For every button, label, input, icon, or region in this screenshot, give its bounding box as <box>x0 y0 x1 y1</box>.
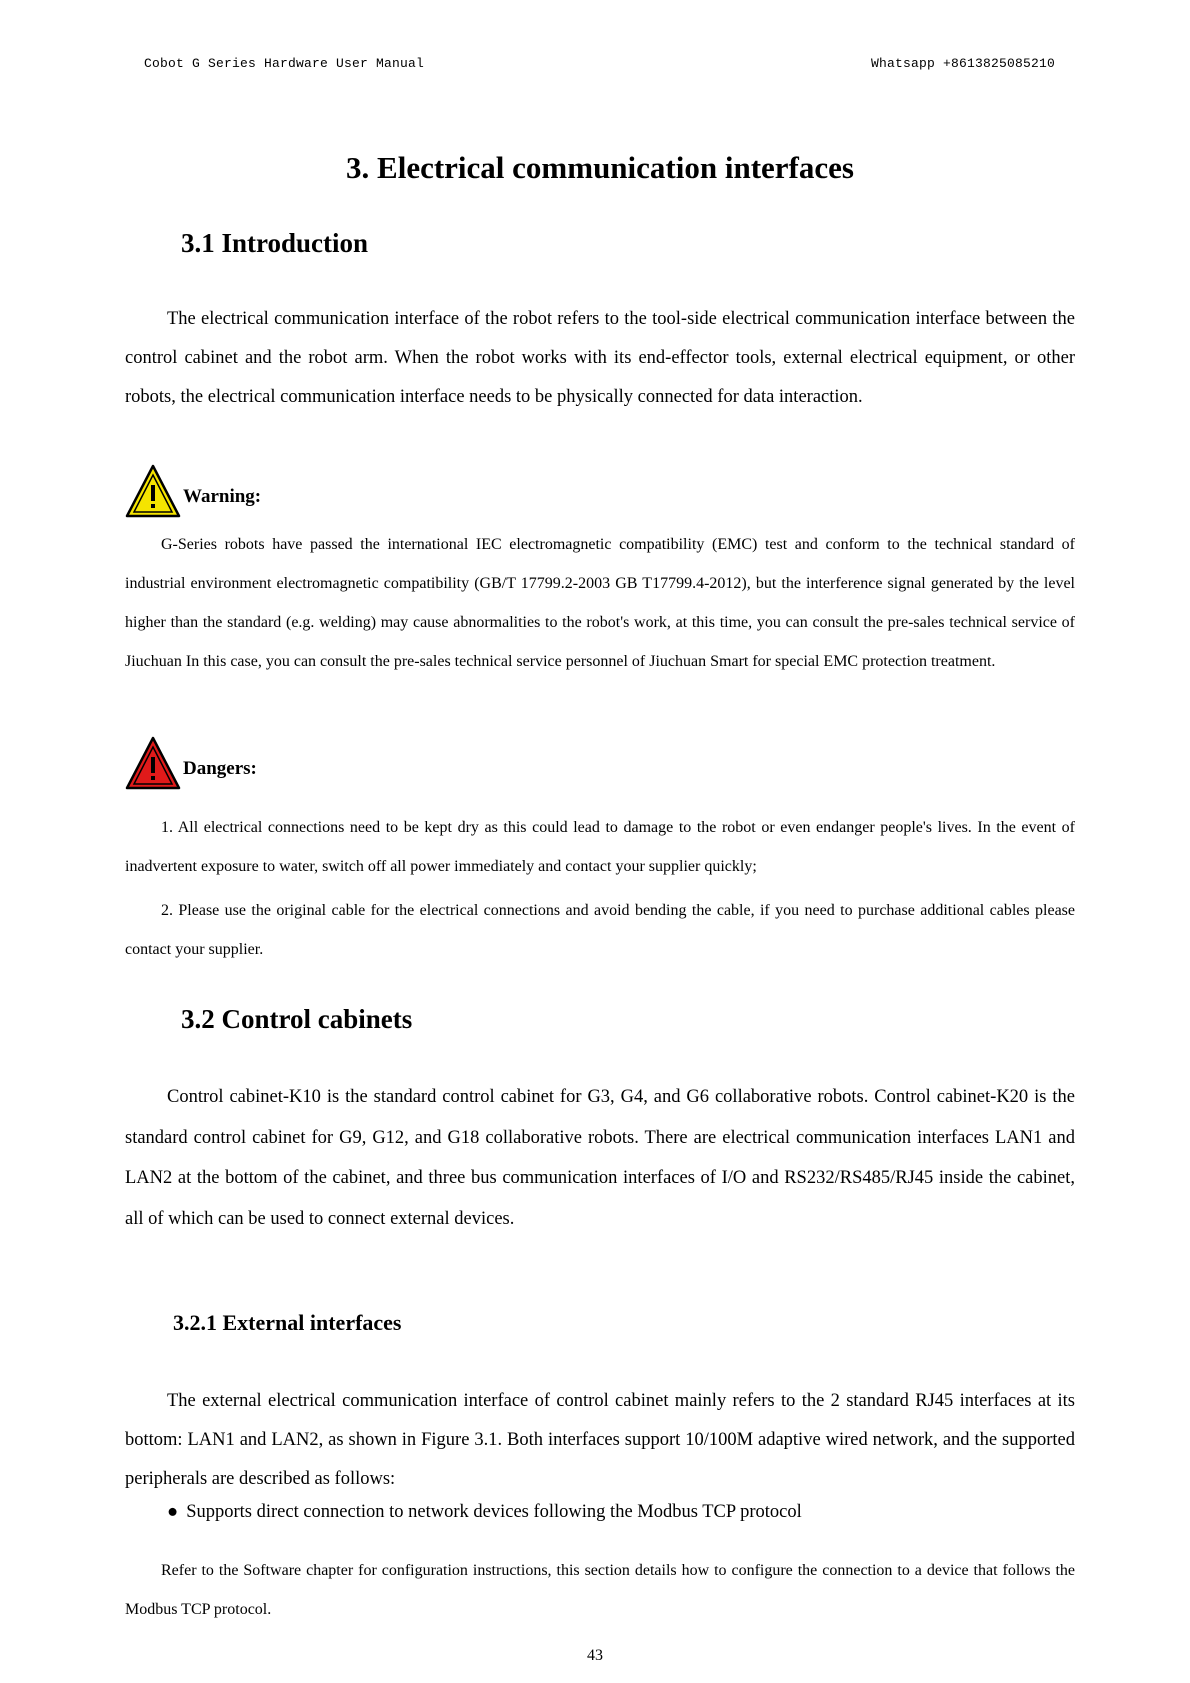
bullet-text: Supports direct connection to network devices following the Modbus TCP protocol <box>186 1502 802 1522</box>
bullet-dot-icon: ● <box>167 1502 179 1522</box>
control-cabinet-paragraph: Control cabinet-K10 is the standard control cabinet for G3, G4, and G6 collaborative robots. Control cabinet-K20 is the standard control cabinet for G9, G12, and G18 collaborative robots. There are electrical communication interfaces LAN1 and LAN2 at the bottom of the cabinet, and three bus communication interfaces of I/O and RS232/RS485/RJ45 inside the cabinet, all of which can be used to connect external devices. <box>125 1087 1075 1229</box>
configuration-note: Refer to the Software chapter for configuration instructions, this section details how to configure the connection to a device that follows the Modbus TCP protocol. <box>125 1562 1075 1618</box>
intro-paragraph: The electrical communication interface of the robot refers to the tool-side electrical communication interface between the control cabinet and the robot arm. When the robot works with its end-effector tools, external electrical equipment, or other robots, the electrical communication interface needs to be physically connected for data interaction. <box>125 309 1075 407</box>
warning-notice <box>125 462 261 520</box>
danger-item-2: 2. Please use the original cable for the electrical connections and avoid bending the cable, if you need to purchase additional cables please contact your supplier. <box>125 902 1075 958</box>
header-manual-title: Cobot G Series Hardware User Manual <box>144 56 425 71</box>
danger-icon <box>125 735 181 791</box>
danger-label: Dangers: <box>183 758 257 779</box>
section-3-2-1-title: 3.2.1 External interfaces <box>173 1310 402 1335</box>
bullet-item <box>167 1502 802 1523</box>
warning-icon <box>125 463 181 519</box>
danger-notice <box>125 734 257 792</box>
page-number: 43 <box>587 1647 603 1664</box>
section-3-2-title: 3.2 Control cabinets <box>181 1004 413 1034</box>
header-contact: Whatsapp +8613825085210 <box>870 56 1055 71</box>
chapter-title: 3. Electrical communication interfaces <box>346 150 854 185</box>
section-3-1-title: 3.1 Introduction <box>181 228 369 258</box>
warning-text: G-Series robots have passed the international IEC electromagnetic compatibility (EMC) test and conform to the technical standard of industrial environment electromagnetic compatibility (GB/T 17799.2-2003 GB T17799.4-2012), but the interference signal generated by the level higher than the standard (e.g. welding) may cause abnormalities to the robot's work, at this time, you can consult the pre-sales technical service of Jiuchuan In this case, you can consult the pre-sales technical service personnel of Jiuchuan Smart for special EMC protection treatment. <box>125 536 1075 670</box>
warning-label: Warning: <box>183 486 262 507</box>
danger-item-1: 1. All electrical connections need to be kept dry as this could lead to damage to the robot or even endanger people's lives. In the event of inadvertent exposure to water, switch off all power immediately and contact your supplier quickly; <box>125 819 1075 875</box>
external-interfaces-paragraph: The external electrical communication interface of control cabinet mainly refers to the 2 standard RJ45 interfaces at its bottom: LAN1 and LAN2, as shown in Figure 3.1. Both interfaces support 10/100M adaptive wired network, and the supported peripherals are described as follows: <box>125 1391 1075 1489</box>
